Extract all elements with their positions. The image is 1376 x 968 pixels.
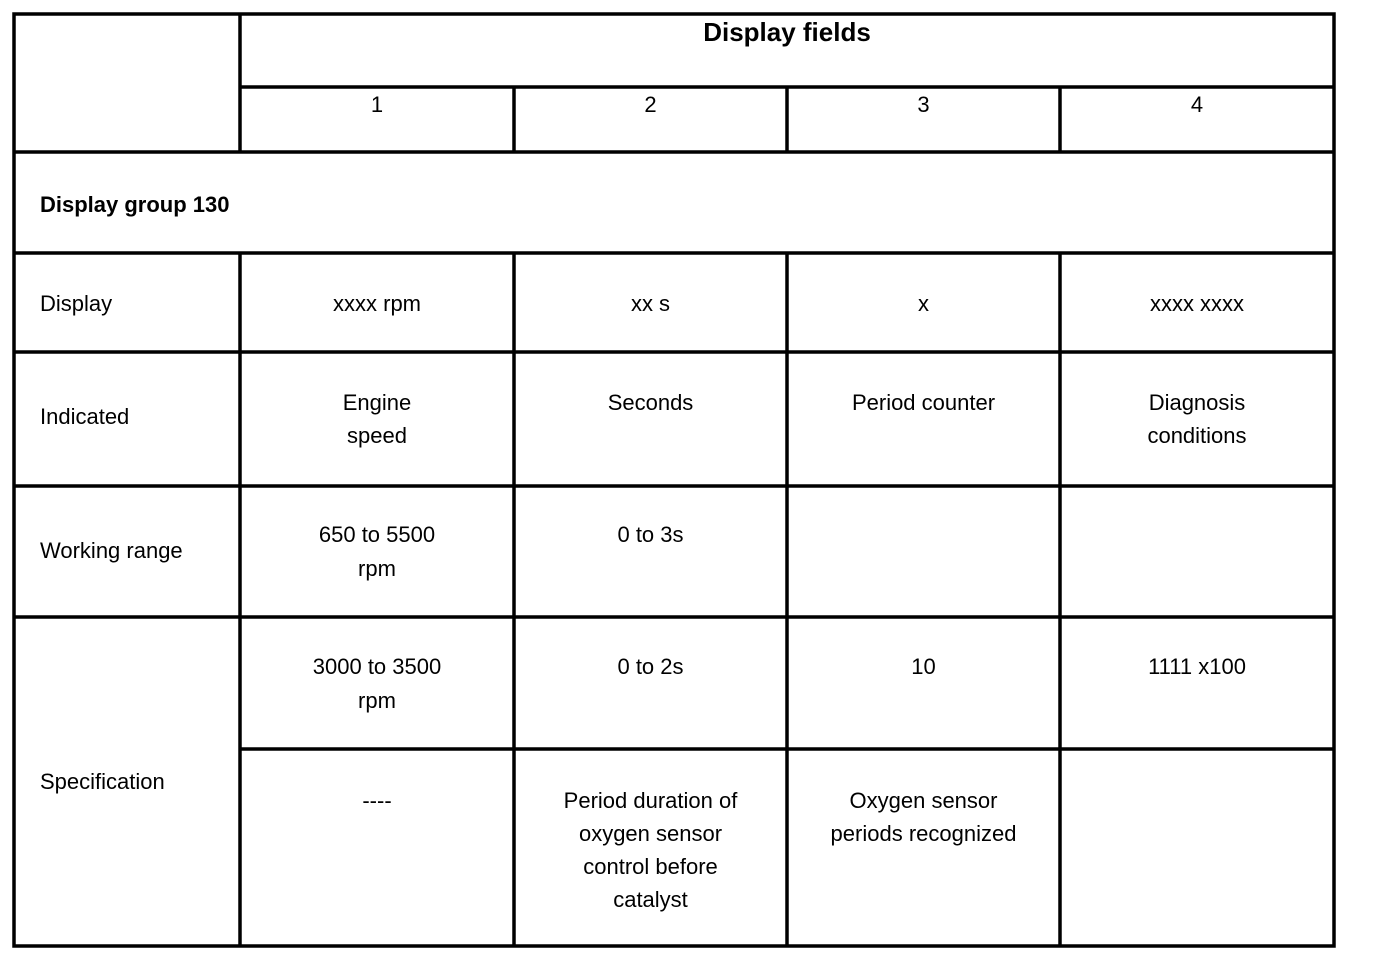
- working-range-cell-1: 650 to 5500 rpm: [318, 522, 436, 581]
- column-header-3: 3: [917, 92, 930, 117]
- row-label-indicated: Indicated: [40, 404, 130, 429]
- specification-note-2: Period duration of oxygen sensor control before catalyst: [563, 788, 738, 912]
- indicated-cell-3: Period counter: [851, 390, 996, 415]
- display-fields-title: Display fields: [703, 17, 871, 47]
- specification-value-2: 0 to 2s: [617, 654, 684, 679]
- specification-note-3: Oxygen sensor periods recognized: [830, 788, 1017, 846]
- column-header-4: 4: [1190, 92, 1204, 117]
- column-header-1: 1: [370, 92, 384, 117]
- display-cell-3: x: [918, 291, 929, 316]
- column-header-2: 2: [644, 92, 657, 117]
- display-cell-2: xx s: [630, 291, 671, 316]
- indicated-cell-4: Diagnosis conditions: [1147, 390, 1247, 448]
- indicated-cell-1: Engine speed: [342, 390, 412, 448]
- specification-value-3: 10: [911, 654, 936, 679]
- specification-note-1: ----: [362, 788, 392, 813]
- specification-value-1: 3000 to 3500 rpm: [312, 654, 442, 713]
- indicated-cell-2: Seconds: [607, 390, 694, 415]
- working-range-cell-2: 0 to 3s: [617, 522, 684, 547]
- display-group-label: Display group 130: [40, 192, 230, 217]
- display-cell-4: xxxx xxxx: [1149, 291, 1245, 316]
- specification-value-4: 1111 x100: [1148, 654, 1246, 679]
- row-label-display: Display: [40, 291, 113, 316]
- row-label-working-range: Working range: [40, 538, 183, 563]
- display-cell-1: xxxx rpm: [333, 291, 421, 316]
- row-label-specification: Specification: [40, 769, 165, 794]
